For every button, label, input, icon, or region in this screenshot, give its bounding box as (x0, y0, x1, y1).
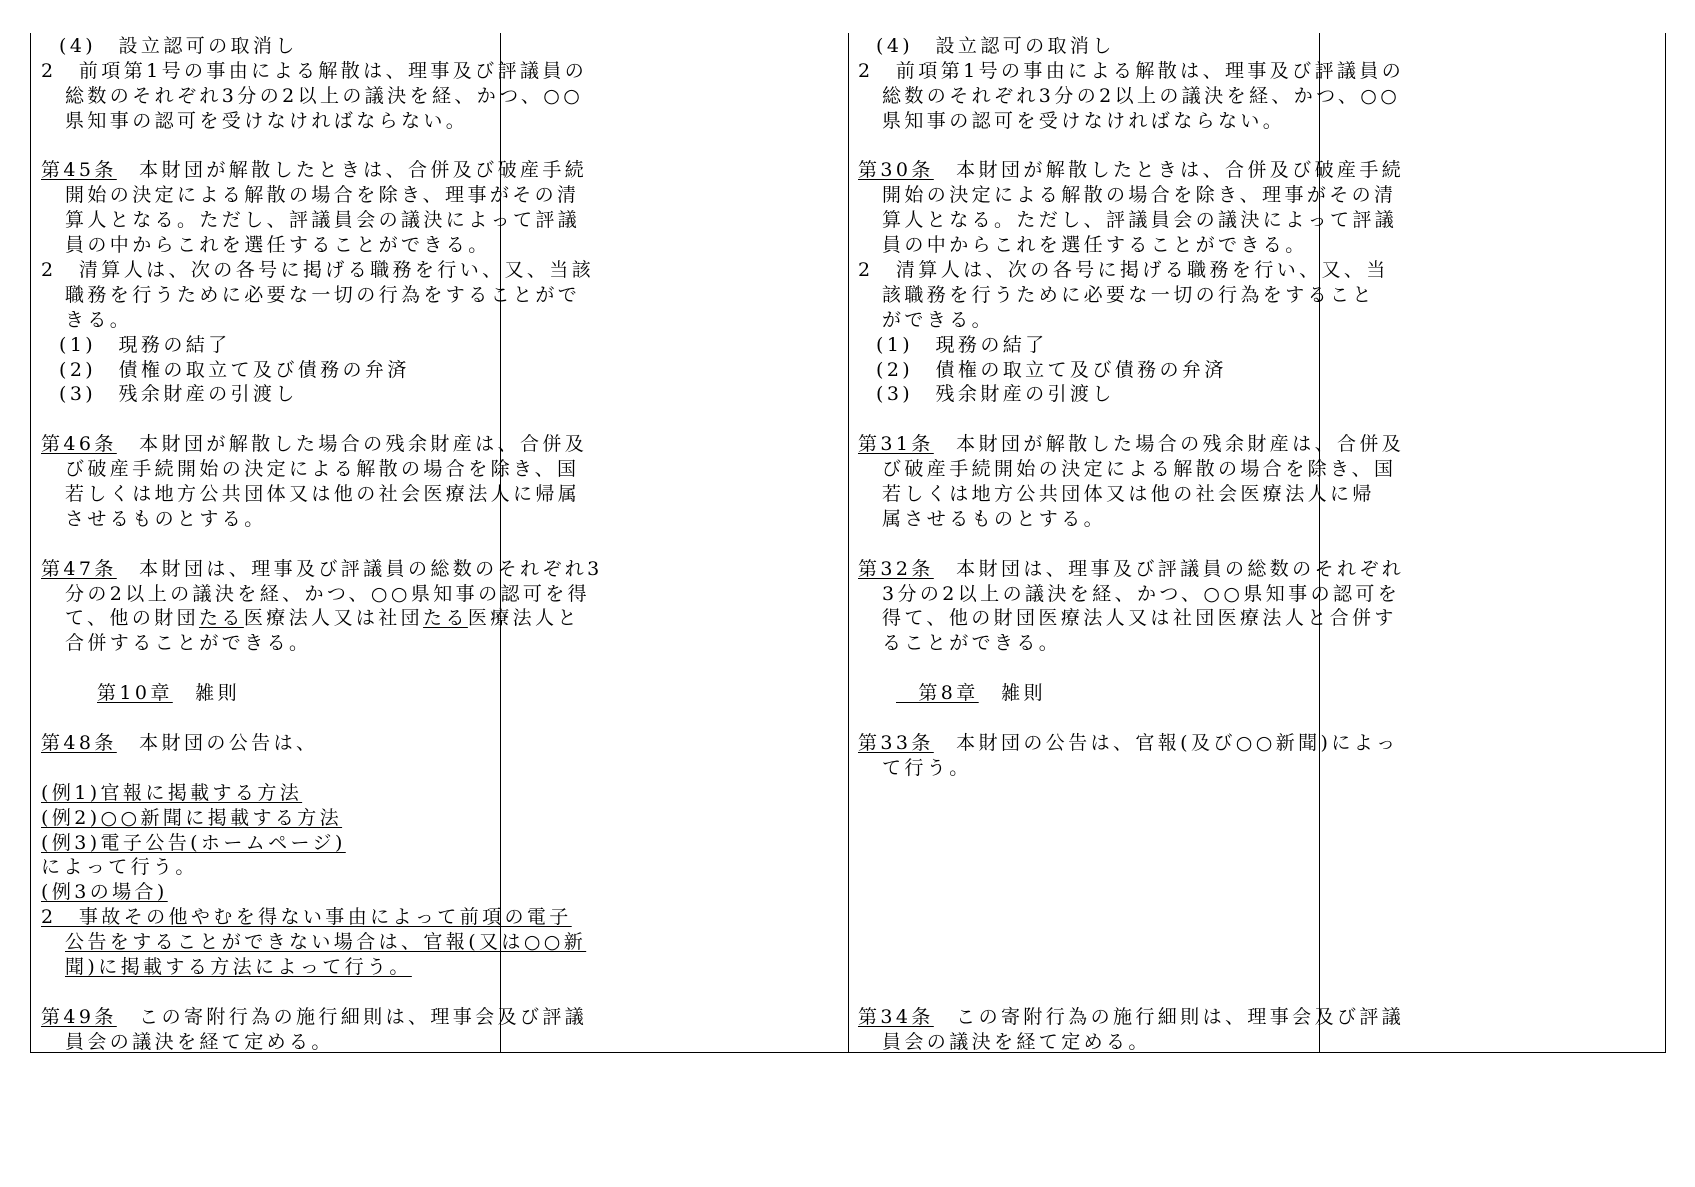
text-line (41, 308, 501, 333)
text-segment: 2 前項第1号の事由による解散は、理事及び評議員の (858, 59, 1405, 82)
text-line (858, 183, 1397, 208)
text-line (41, 1005, 588, 1030)
text-line (41, 681, 501, 706)
text-segment: 員の中からこれを選任することができる。 (882, 234, 1308, 257)
text-segment: 得て、他の財団医療法人又は社団医療法人と合併す (882, 607, 1397, 630)
text-line (41, 880, 501, 905)
text-segment: 総数のそれぞれ3分の2以上の議決を経、かつ、○○ (65, 84, 584, 107)
blank-line (41, 706, 501, 731)
blank-line (858, 806, 1318, 831)
text-segment: 雑則 (172, 682, 240, 705)
text-line (858, 1030, 1318, 1055)
text-segment: 算人となる。ただし、評議員会の議決によって評議 (882, 209, 1398, 232)
text-line (858, 507, 1318, 532)
blank-line (858, 831, 1318, 856)
text-line (41, 183, 580, 208)
text-segment: (2) 債権の取立て及び債務の弁済 (876, 358, 1227, 381)
text-line (41, 930, 587, 955)
text-line (858, 84, 1401, 109)
text-line (41, 432, 588, 457)
text-line (858, 557, 1405, 582)
text-line (41, 283, 581, 308)
underlined-text: (例2)○○新聞に掲載する方法 (41, 806, 343, 829)
text-line (858, 482, 1375, 507)
current-articles-column (858, 34, 1405, 1055)
text-segment: (2) 債権の取立て及び債務の弁済 (59, 358, 410, 381)
underlined-text: 第10章 (97, 682, 173, 705)
text-line (41, 855, 501, 880)
text-line (858, 457, 1397, 482)
text-segment: 医療法人又は社団 (243, 607, 424, 630)
text-segment: させるものとする。 (65, 507, 267, 530)
text-segment: 開始の決定による解散の場合を除き、理事がその清 (65, 184, 580, 207)
underlined-text: (例3の場合) (41, 881, 168, 904)
text-segment: (3) 残余財産の引渡し (876, 383, 1115, 406)
text-segment: 本財団は、理事及び評議員の総数のそれぞれ (933, 557, 1405, 580)
text-segment: 2 清算人は、次の各号に掲げる職務を行い、又、当該 (41, 259, 595, 282)
blank-line (41, 980, 501, 1005)
text-segment: ることができる。 (882, 632, 1062, 655)
text-line (41, 59, 588, 84)
text-segment: この寄附行為の施行細則は、理事会及び評議 (933, 1005, 1405, 1028)
text-segment: 員会の議決を経て定める。 (882, 1030, 1151, 1053)
text-segment: 本財団が解散したときは、合併及び破産手続 (116, 159, 588, 182)
text-segment: 本財団の公告は、 (116, 731, 319, 754)
text-segment: きる。 (65, 308, 133, 331)
text-segment: この寄附行為の施行細則は、理事会及び評議 (116, 1005, 588, 1028)
underlined-text: 第8章 (896, 682, 979, 705)
underlined-text: (例3)電子公告(ホームページ) (41, 831, 346, 854)
text-line (858, 283, 1375, 308)
text-line (41, 208, 581, 233)
text-segment: 該職務を行うために必要な一切の行為をすること (882, 283, 1375, 306)
text-segment: 3分の2以上の議決を経、かつ、○○県知事の認可を (882, 582, 1401, 605)
text-line (858, 333, 1318, 358)
text-segment: 2 前項第1号の事由による解散は、理事及び評議員の (41, 59, 588, 82)
text-line (858, 606, 1397, 631)
table-divider-2 (848, 33, 849, 1053)
text-segment: び破産手続開始の決定による解散の場合を除き、国 (882, 458, 1397, 481)
text-line (41, 557, 603, 582)
text-segment: 雑則 (978, 682, 1046, 705)
text-segment: 本財団が解散した場合の残余財産は、合併及 (116, 433, 588, 456)
text-segment: (1) 現務の結了 (59, 333, 231, 356)
blank-line (858, 134, 1318, 159)
text-line (41, 582, 591, 607)
text-segment: 本財団の公告は、官報(及び○○新聞)によっ (933, 731, 1399, 754)
text-line (858, 432, 1405, 457)
underlined-text: 第31条 (858, 433, 934, 456)
text-line (41, 955, 501, 980)
text-segment: ができる。 (882, 308, 995, 331)
text-segment: (3) 残余財産の引渡し (59, 383, 298, 406)
text-line (858, 308, 1318, 333)
underlined-text: 公告をすることができない場合は、官報(又は○○新 (65, 931, 587, 954)
text-segment: 県知事の認可を受けなければならない。 (65, 109, 469, 132)
underlined-text: 第49条 (41, 1005, 117, 1028)
text-line (858, 158, 1405, 183)
text-line (41, 34, 501, 59)
blank-line (41, 656, 501, 681)
text-line (41, 333, 501, 358)
blank-line (858, 980, 1318, 1005)
text-segment: 若しくは地方公共団体又は他の社会医療法人に帰属 (65, 483, 581, 506)
text-segment: て行う。 (882, 756, 972, 779)
text-line (41, 109, 501, 134)
text-segment: 合併することができる。 (65, 632, 312, 655)
blank-line (858, 955, 1318, 980)
text-segment: 本財団が解散した場合の残余財産は、合併及 (933, 433, 1405, 456)
text-line (858, 59, 1405, 84)
text-segment: 員会の議決を経て定める。 (65, 1030, 334, 1053)
text-line (41, 631, 501, 656)
text-line (41, 781, 501, 806)
text-segment: 属させるものとする。 (882, 507, 1107, 530)
text-segment: (4) 設立認可の取消し (59, 35, 298, 57)
underlined-text: 第48条 (41, 731, 117, 754)
text-segment: 若しくは地方公共団体又は他の社会医療法人に帰 (882, 483, 1375, 506)
table-border-right (1665, 33, 1666, 1053)
blank-line (858, 855, 1318, 880)
underlined-text: たる (199, 607, 244, 630)
text-line (858, 233, 1318, 258)
text-line (858, 382, 1318, 407)
blank-line (41, 134, 501, 159)
text-line (41, 482, 581, 507)
text-line (41, 258, 595, 283)
text-segment: によって行う。 (41, 856, 198, 879)
text-segment: 本財団は、理事及び評議員の総数のそれぞれ3 (116, 557, 603, 580)
underlined-text: 第47条 (41, 557, 117, 580)
text-segment: 医療法人と (467, 607, 580, 630)
underlined-text: (例1)官報に掲載する方法 (41, 781, 303, 804)
text-line (41, 1030, 501, 1055)
text-segment: 分の2以上の議決を経、かつ、○○県知事の認可を得 (65, 582, 591, 605)
table-border-left (30, 33, 31, 1053)
text-line (41, 507, 501, 532)
text-segment: 職務を行うために必要な一切の行為をすることがで (65, 283, 581, 306)
text-line (858, 34, 1318, 59)
text-segment: 本財団が解散したときは、合併及び破産手続 (933, 159, 1405, 182)
underlined-text: 聞)に掲載する方法によって行う。 (65, 955, 412, 978)
text-segment: 県知事の認可を受けなければならない。 (882, 109, 1286, 132)
underlined-text: 第45条 (41, 159, 117, 182)
blank-line (858, 930, 1318, 955)
text-line (41, 233, 501, 258)
text-line (41, 84, 584, 109)
blank-line (858, 532, 1318, 557)
text-line (41, 158, 588, 183)
text-line (41, 606, 580, 631)
text-line (41, 831, 501, 856)
underlined-text: 第32条 (858, 557, 934, 580)
text-line (858, 208, 1398, 233)
blank-line (858, 407, 1318, 432)
underlined-text: 2 事故その他やむを得ない事由によって前項の電子 (41, 906, 572, 929)
blank-line (858, 880, 1318, 905)
text-segment: (1) 現務の結了 (876, 333, 1048, 356)
revised-articles-column (41, 34, 603, 1055)
text-segment: 員の中からこれを選任することができる。 (65, 234, 491, 257)
blank-line (41, 407, 501, 432)
text-line (41, 358, 501, 383)
underlined-text: たる (423, 607, 468, 630)
text-line (41, 382, 501, 407)
text-line (858, 109, 1318, 134)
text-segment: (4) 設立認可の取消し (876, 35, 1115, 57)
blank-line (858, 706, 1318, 731)
text-line (41, 731, 501, 756)
text-line (858, 731, 1399, 756)
underlined-text: 第30条 (858, 159, 934, 182)
text-segment: て、他の財団 (65, 607, 200, 630)
text-line (858, 756, 1318, 781)
blank-line (858, 656, 1318, 681)
text-line (858, 681, 1318, 706)
text-segment: び破産手続開始の決定による解散の場合を除き、国 (65, 458, 580, 481)
text-line (858, 582, 1401, 607)
text-line (41, 806, 501, 831)
underlined-text: 第33条 (858, 731, 934, 754)
text-line (858, 358, 1318, 383)
text-line (858, 258, 1389, 283)
blank-line (858, 781, 1318, 806)
underlined-text: 第34条 (858, 1005, 934, 1028)
underlined-text: 第46条 (41, 433, 117, 456)
text-line (41, 457, 580, 482)
blank-line (858, 905, 1318, 930)
text-segment: 総数のそれぞれ3分の2以上の議決を経、かつ、○○ (882, 84, 1401, 107)
text-segment: 算人となる。ただし、評議員会の議決によって評議 (65, 209, 581, 232)
text-segment: 開始の決定による解散の場合を除き、理事がその清 (882, 184, 1397, 207)
text-line (858, 1005, 1405, 1030)
text-line (41, 905, 572, 930)
blank-line (41, 756, 501, 781)
blank-line (41, 532, 501, 557)
text-segment: 2 清算人は、次の各号に掲げる職務を行い、又、当 (858, 259, 1389, 282)
text-line (858, 631, 1318, 656)
